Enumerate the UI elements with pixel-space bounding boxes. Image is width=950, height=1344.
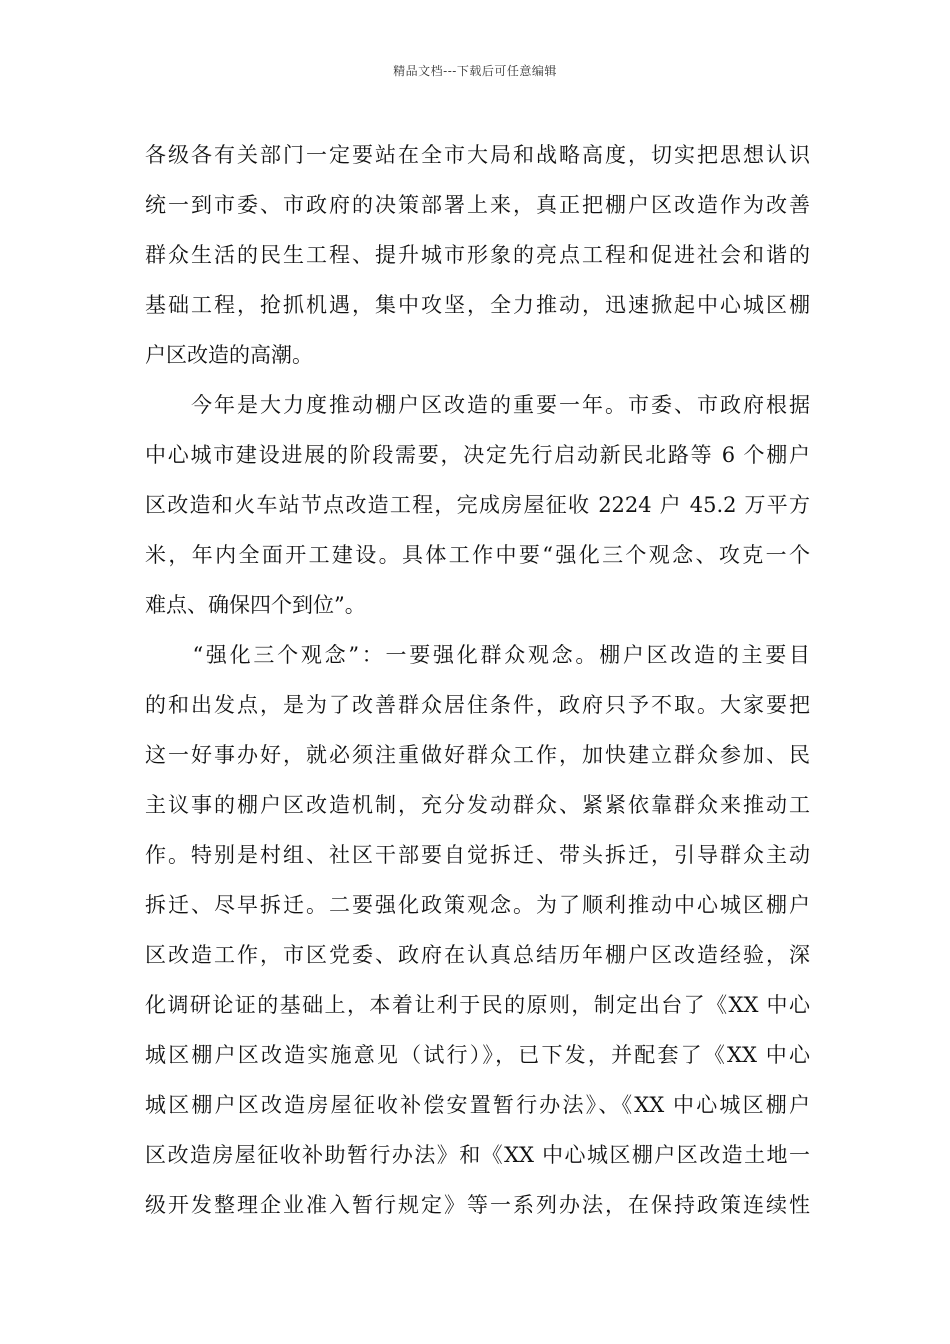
text-line: 级开发整理企业准入暂行规定》等一系列办法，在保持政策连续性: [145, 1193, 810, 1217]
text-line: 米，年内全面开工建设。具体工作中要“强化三个观念、攻克一个: [145, 543, 810, 567]
text-line: 中心城市建设进展的阶段需要，决定先行启动新民北路等 6 个棚户: [145, 443, 810, 467]
text-line: 基础工程，抢抓机遇，集中攻坚，全力推动，迅速掀起中心城区棚: [145, 293, 810, 317]
text-line: 今年是大力度推动棚户区改造的重要一年。市委、市政府根据: [145, 393, 810, 417]
text-line: 难点、确保四个到位”。: [145, 593, 366, 617]
text-line: 这一好事办好，就必须注重做好群众工作，加快建立群众参加、民: [145, 743, 810, 767]
text-line: 作。特别是村组、社区干部要自觉拆迁、带头拆迁，引导群众主动: [145, 843, 810, 867]
text-line: 统一到市委、市政府的决策部署上来，真正把棚户区改造作为改善: [145, 193, 810, 217]
text-line: “强化三个观念”：一要强化群众观念。棚户区改造的主要目: [145, 643, 810, 667]
text-line: 各级各有关部门一定要站在全市大局和战略高度，切实把思想认识: [145, 143, 810, 167]
text-line: 户区改造的高潮。: [145, 343, 313, 367]
text-line: 的和出发点，是为了改善群众居住条件，政府只予不取。大家要把: [145, 693, 810, 717]
document-body: [145, 130, 810, 1230]
text-line: 城区棚户区改造实施意见（试行）》，已下发，并配套了《XX 中心: [145, 1043, 810, 1067]
text-line: 拆迁、尽早拆迁。二要强化政策观念。为了顺利推动中心城区棚户: [145, 893, 810, 917]
text-line: 群众生活的民生工程、提升城市形象的亮点工程和促进社会和谐的: [145, 243, 810, 267]
page-header: 精品文档---下载后可任意编辑: [393, 64, 557, 78]
paragraph-2: [145, 380, 810, 630]
text-line: 化调研论证的基础上，本着让利于民的原则，制定出台了《XX 中心: [145, 993, 810, 1017]
text-line: 主议事的棚户区改造机制，充分发动群众、紧紧依靠群众来推动工: [145, 793, 810, 817]
text-line: 区改造和火车站节点改造工程，完成房屋征收 2224 户 45.2 万平方: [145, 493, 810, 517]
paragraph-1: [145, 130, 810, 380]
text-line: 城区棚户区改造房屋征收补偿安置暂行办法》、《XX 中心城区棚户: [145, 1093, 810, 1117]
text-line: 区改造工作，市区党委、政府在认真总结历年棚户区改造经验，深: [145, 943, 810, 967]
paragraph-3: [145, 630, 810, 1230]
text-line: 区改造房屋征收补助暂行办法》和《XX 中心城区棚户区改造土地一: [145, 1143, 810, 1167]
